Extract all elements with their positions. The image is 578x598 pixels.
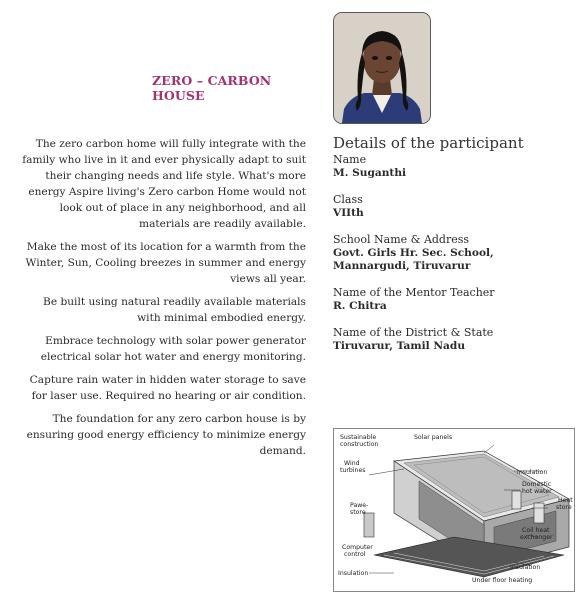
label-pawe: Pawe- bbox=[350, 502, 369, 509]
field-class bbox=[333, 193, 573, 220]
field-label: Name of the Mentor Teacher bbox=[333, 286, 495, 299]
field-school bbox=[333, 233, 573, 273]
field-district bbox=[333, 326, 573, 353]
label-exchanger: exchanger bbox=[520, 534, 553, 541]
paragraph: The zero carbon home will fully integrate with the family who live in it and ever physically adapt to suit their changing needs and life style. What's more energy Aspire living's Zero carbon Home would not look out of place in any neighborhood, and all materials are readily available. bbox=[22, 138, 306, 230]
field-name bbox=[333, 153, 573, 180]
label-construction: construction bbox=[340, 441, 379, 448]
label-turbines: turbines bbox=[340, 467, 366, 474]
paragraph: Capture rain water in hidden water storage to save for laser use. Required no hearing or air condition. bbox=[29, 374, 306, 402]
paragraph: Embrace technology with solar power generator electrical solar hot water and energy monitoring. bbox=[40, 335, 306, 363]
label-heat: Heat bbox=[558, 497, 573, 504]
field-value: R. Chitra bbox=[333, 300, 387, 312]
label-insulation-left: Insulation bbox=[338, 570, 369, 577]
label-wind: Wind bbox=[344, 460, 360, 467]
label-store: store bbox=[556, 504, 572, 511]
field-label: Class bbox=[333, 193, 363, 206]
label-underfloor: Under floor heating bbox=[472, 577, 533, 584]
label-store2: store bbox=[350, 509, 366, 516]
participant-details bbox=[333, 153, 573, 366]
field-label: Name bbox=[333, 153, 367, 166]
label-control: control bbox=[344, 551, 366, 558]
paragraph: The foundation for any zero carbon house is by ensuring good energy efficiency to minimize energy demand. bbox=[26, 413, 306, 457]
label-solar-panels: Solar panels bbox=[414, 434, 453, 441]
label-hot-water: hot water bbox=[522, 488, 552, 495]
paragraph: Make the most of its location for a warmth from the Winter, Sun, Cooling breezes in summer and energy views all year. bbox=[25, 241, 306, 285]
label-sustainable: Sustainable bbox=[340, 434, 377, 441]
participant-heading: Details of the participant bbox=[333, 134, 524, 152]
field-label: Name of the District & State bbox=[333, 326, 494, 339]
field-label: School Name & Address bbox=[333, 233, 470, 246]
field-value: M. Suganthi bbox=[333, 167, 407, 179]
house-diagram bbox=[333, 428, 575, 592]
participant-photo bbox=[333, 12, 431, 124]
field-mentor bbox=[333, 286, 573, 313]
article-title: ZERO – CARBON HOUSE bbox=[152, 73, 272, 103]
label-computer: Computer bbox=[342, 544, 373, 551]
paragraph: Be built using natural readily available materials with minimal embodied energy. bbox=[43, 296, 306, 324]
label-domestic: Domestic bbox=[522, 481, 552, 488]
label-coil-heat: Coil heat bbox=[522, 527, 550, 534]
article-body bbox=[22, 136, 306, 466]
field-value: VIIth bbox=[333, 207, 364, 219]
label-insulation-mid: Insulation bbox=[510, 564, 541, 571]
field-value: Govt. Girls Hr. Sec. School, Mannargudi, Tiruvarur bbox=[333, 247, 494, 272]
label-insulation-top: Insulation bbox=[517, 469, 548, 476]
field-value: Tiruvarur, Tamil Nadu bbox=[333, 340, 466, 352]
